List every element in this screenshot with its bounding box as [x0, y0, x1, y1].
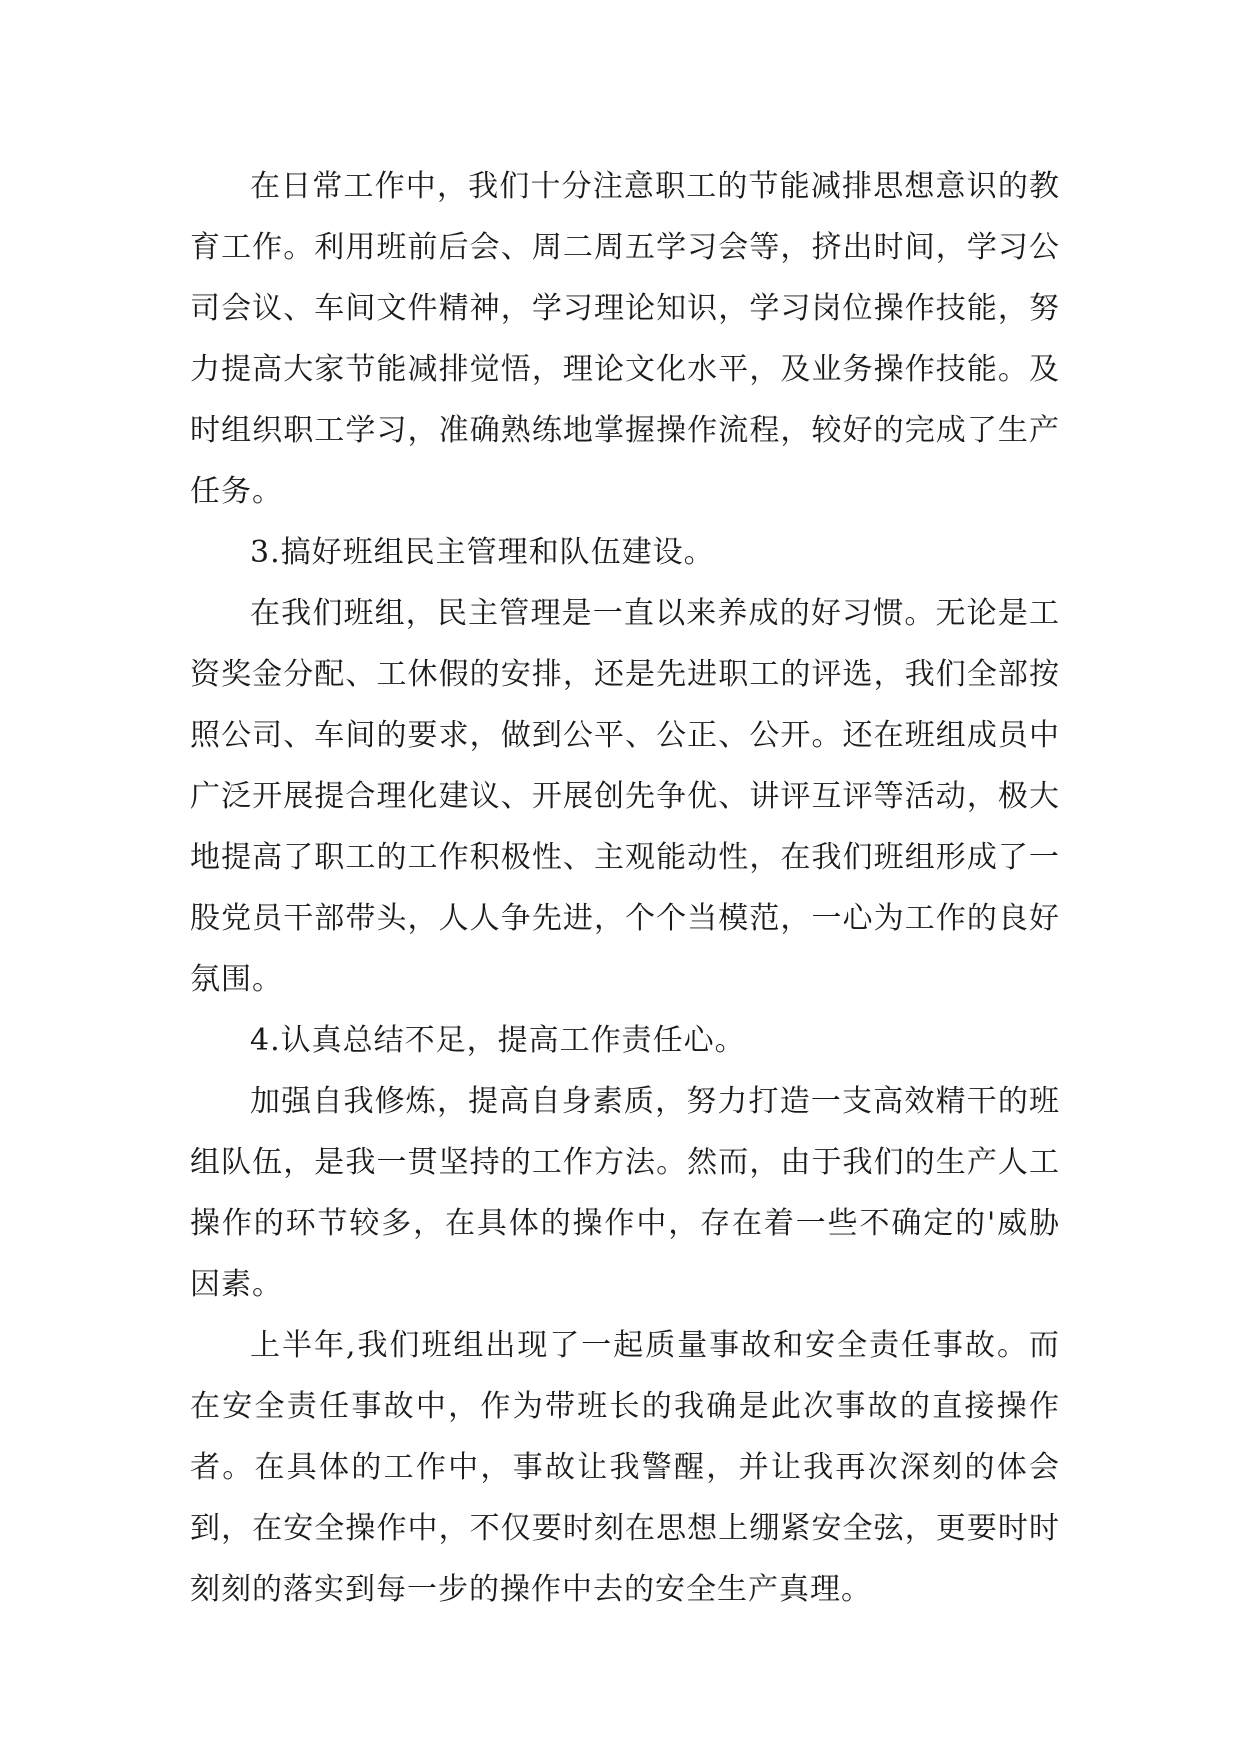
paragraph-safety-accident: 上半年,我们班组出现了一起质量事故和安全责任事故。而在安全责任事故中，作为带班长的我确是此次事故的直接操作者。在具体的工作中，事故让我警醒，并让我再次深刻的体会到，在安全操作中，不仅要时刻在思想上绷紧安全弦，更要时时刻刻的落实到每一步的操作中去的安全生产真理。	[190, 1328, 1060, 1607]
section-heading-democratic-management: 3.搞好班组民主管理和队伍建设。	[250, 535, 715, 570]
section-heading-summarize-shortcomings: 4.认真总结不足，提高工作责任心。	[250, 1023, 746, 1058]
document-body	[190, 156, 1060, 1620]
paragraph-self-improvement: 加强自我修炼，提高自身素质，努力打造一支高效精干的班组队伍，是我一贯坚持的工作方法。然而，由于我们的生产人工操作的环节较多，在具体的操作中，存在着一些不确定的'威胁因素。	[190, 1084, 1060, 1302]
paragraph-democratic-management: 在我们班组，民主管理是一直以来养成的好习惯。无论是工资奖金分配、工休假的安排，还是先进职工的评选，我们全部按照公司、车间的要求，做到公平、公正、公开。还在班组成员中广泛开展提合理化建议、开展创先争优、讲评互评等活动，极大地提高了职工的工作积极性、主观能动性，在我们班组形成了一股党员干部带头，人人争先进，个个当模范，一心为工作的良好氛围。	[190, 596, 1060, 997]
paragraph-energy-saving-education: 在日常工作中，我们十分注意职工的节能减排思想意识的教育工作。利用班前后会、周二周五学习会等，挤出时间，学习公司会议、车间文件精神，学习理论知识，学习岗位操作技能，努力提高大家节能减排觉悟，理论文化水平，及业务操作技能。及时组织职工学习，准确熟练地掌握操作流程，较好的完成了生产任务。	[190, 169, 1060, 509]
